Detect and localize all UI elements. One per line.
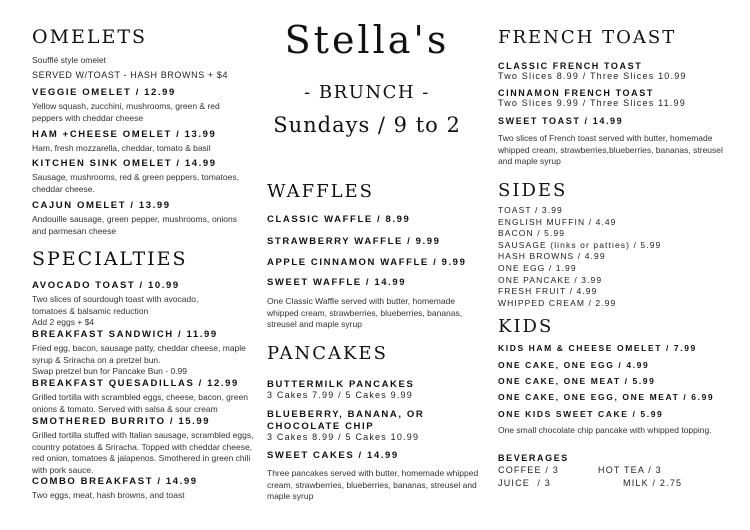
menu-item-title: CINNAMON FRENCH TOAST <box>498 88 654 98</box>
menu-item-desc: Two slices of sourdough toast with avocado, tomatoes & balsamic reduction <box>32 294 199 316</box>
menu-item-title: ONE CAKE, ONE EGG, ONE MEAT / 6.99 <box>498 392 715 402</box>
menu-item-desc: Grilled tortilla stuffed with Italian sausage, scrambled eggs, country potatoes & Sriracha. Topped with cheddar cheese, red onion, tomatoes & jalapenos. Smothered in green chili with pork sauce. <box>32 430 254 476</box>
menu-item-title: ONE KIDS SWEET CAKE / 5.99 <box>498 409 664 419</box>
list-item: SAUSAGE (links or patties) / 5.99 <box>498 239 662 250</box>
sides-heading: SIDES <box>498 180 568 201</box>
menu-item-title: AVOCADO TOAST / 10.99 <box>32 280 180 291</box>
menu-item-desc: Fried egg, bacon, sausage patty, cheddar cheese, maple syrup & Sriracha on a pretzel bun. <box>32 343 246 365</box>
list-item: ENGLISH MUFFIN / 4.49 <box>498 216 617 227</box>
menu-item-desc: Yellow squash, zucchini, mushrooms, green & red peppers with cheddar cheese <box>32 101 220 123</box>
menu-item-price: Two Slices 8.99 / Three Slices 10.99 <box>498 71 687 81</box>
menu-item-price: 3 Cakes 7.99 / 5 Cakes 9.99 <box>267 390 413 400</box>
menu-item-title: SWEET TOAST / 14.99 <box>498 116 624 126</box>
beverage-coffee: COFFEE / 3 <box>498 465 560 475</box>
omelets-note: Soufflé style omelet <box>32 55 107 65</box>
menu-schedule: Sundays / 9 to 2 <box>273 113 461 137</box>
beverage-juice: JUICE / 3 <box>498 478 552 488</box>
menu-item-title: STRAWBERRY WAFFLE / 9.99 <box>267 236 441 247</box>
pancakes-desc: Three pancakes served with butter, homemade whipped cream, strawberries, blueberries, bananas, streusel and maple syrup <box>267 468 479 502</box>
omelets-heading: OMELETS <box>32 26 148 48</box>
menu-item-price: 3 Cakes 8.99 / 5 Cakes 10.99 <box>267 432 420 442</box>
omelets-served-note: SERVED W/TOAST - HASH BROWNS + $4 <box>32 70 229 80</box>
menu-item-title: HAM +CHEESE OMELET / 13.99 <box>32 129 217 140</box>
sides-list <box>498 205 661 309</box>
menu-item-title: KITCHEN SINK OMELET / 14.99 <box>32 158 217 169</box>
menu-item-desc: Andouille sausage, green pepper, mushrooms, onions and parmesan cheese <box>32 214 237 236</box>
menu-item-title: VEGGIE OMELET / 12.99 <box>32 87 176 98</box>
menu-item-desc: Sausage, mushrooms, red & green peppers, tomatoes, cheddar cheese. <box>32 172 239 194</box>
menu-subtitle: - BRUNCH - <box>304 82 430 103</box>
menu-item-title: SWEET CAKES / 14.99 <box>267 450 399 461</box>
beverage-milk: MILK / 2.75 <box>623 478 683 488</box>
menu-item-title: ONE CAKE, ONE EGG / 4.99 <box>498 360 650 370</box>
menu-item-title: CLASSIC WAFFLE / 8.99 <box>267 214 411 225</box>
waffles-desc: One Classic Waffle served with butter, homemade whipped cream, strawberries, blueberries, bananas, streusel and maple syrup <box>267 296 463 330</box>
menu-item-title: BLUEBERRY, BANANA, OR CHOCOLATE CHIP <box>267 409 425 432</box>
menu-item-price: Two Slices 9.99 / Three Slices 11.99 <box>498 98 686 108</box>
menu-item-title: CLASSIC FRENCH TOAST <box>498 61 643 71</box>
menu-item-title: BUTTERMILK PANCAKES <box>267 379 415 390</box>
menu-item-title: BREAKFAST SANDWICH / 11.99 <box>32 329 218 340</box>
beverage-hot-tea: HOT TEA / 3 <box>598 465 662 475</box>
pancakes-heading: PANCAKES <box>267 343 388 364</box>
list-item: ONE EGG / 1.99 <box>498 262 577 273</box>
waffles-heading: WAFFLES <box>267 181 375 202</box>
menu-item-desc: Two eggs, meat, hash browns, and toast <box>32 490 185 500</box>
french-toast-desc: Two slices of French toast served with butter, homemade whipped cream, strawberries,blueberries, bananas, streusel and maple syrup <box>498 133 723 167</box>
restaurant-name: Stella's <box>284 18 450 62</box>
menu-item-title: ONE CAKE, ONE MEAT / 5.99 <box>498 376 656 386</box>
kids-desc: One small chocolate chip pancake with whipped topping. <box>498 425 712 435</box>
menu-item-desc: Grilled tortilla with scrambled eggs, cheese, bacon, green onions & tomato. Served with salsa & sour cream <box>32 392 248 414</box>
menu-item-extra: Add 2 eggs + $4 <box>32 317 95 327</box>
list-item: ONE PANCAKE / 3.99 <box>498 274 603 285</box>
menu-item-title: CAJUN OMELET / 13.99 <box>32 200 171 211</box>
beverages-heading: BEVERAGES <box>498 453 569 463</box>
menu-item-extra: Swap pretzel bun for Pancake Bun - 0.99 <box>32 366 187 376</box>
menu-item-title: BREAKFAST QUESADILLAS / 12.99 <box>32 378 239 389</box>
list-item: HASH BROWNS / 4.99 <box>498 251 606 262</box>
list-item: FRESH FRUIT / 4.99 <box>498 286 598 297</box>
menu-item-desc: Ham, fresh mozzarella, cheddar, tomato & basil <box>32 143 211 153</box>
french-toast-heading: FRENCH TOAST <box>498 27 677 48</box>
specialties-heading: SPECIALTIES <box>32 248 188 270</box>
menu-item-title: COMBO BREAKFAST / 14.99 <box>32 476 198 487</box>
list-item: BACON / 5.99 <box>498 228 566 239</box>
menu-item-title: APPLE CINNAMON WAFFLE / 9.99 <box>267 257 467 268</box>
menu-item-title: SMOTHERED BURRITO / 15.99 <box>32 416 211 427</box>
kids-heading: KIDS <box>498 316 554 337</box>
list-item: WHIPPED CREAM / 2.99 <box>498 297 617 308</box>
menu-item-title: SWEET WAFFLE / 14.99 <box>267 277 407 288</box>
menu-item-title: KIDS HAM & CHEESE OMELET / 7.99 <box>498 343 697 353</box>
list-item: TOAST / 3.99 <box>498 205 563 215</box>
